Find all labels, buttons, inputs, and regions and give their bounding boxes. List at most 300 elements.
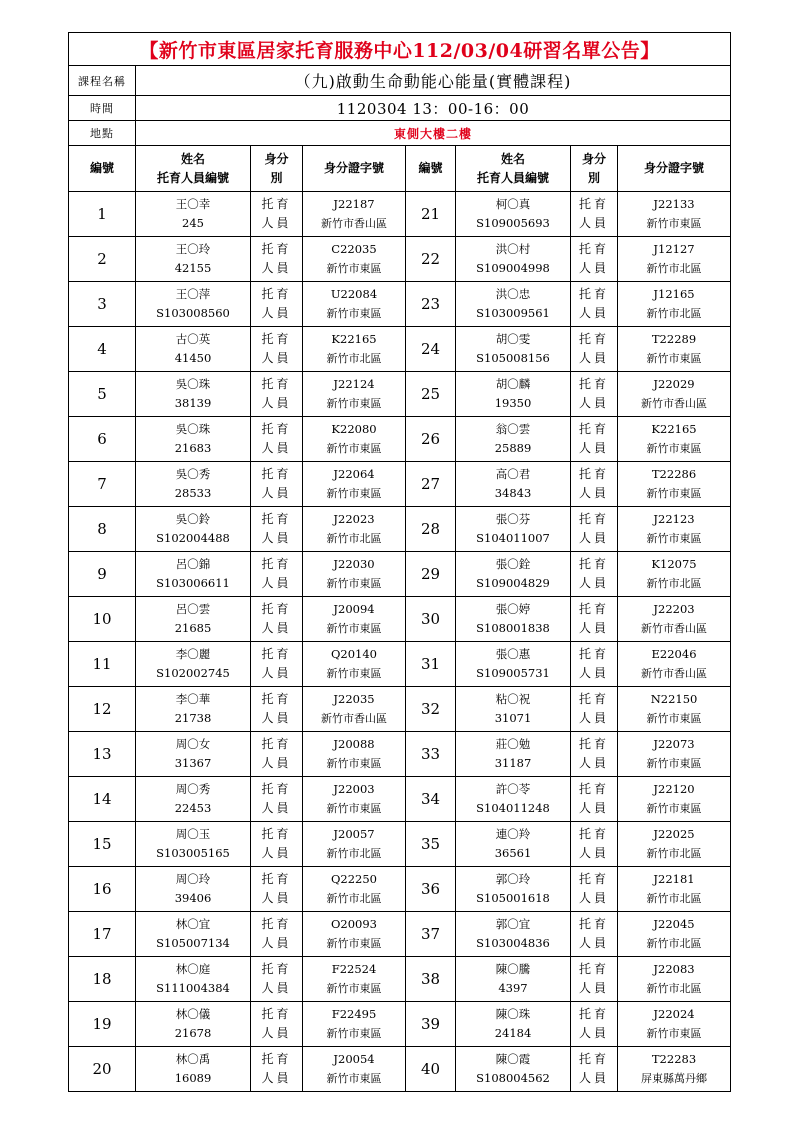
entry-id: J22124 bbox=[333, 377, 375, 391]
entry-id-cell bbox=[303, 462, 406, 507]
entry-name: 胡〇雯 bbox=[495, 332, 531, 346]
entry-number: 31 bbox=[406, 642, 456, 687]
entry-number: 13 bbox=[69, 732, 136, 777]
entry-name: 柯〇真 bbox=[495, 197, 531, 211]
entry-district: 新竹市東區 bbox=[326, 937, 382, 950]
entry-role-cell bbox=[571, 732, 618, 777]
entry-staff-id: S108001838 bbox=[476, 621, 550, 635]
entry-district: 新竹市東區 bbox=[326, 307, 382, 320]
entry-role-cell bbox=[251, 732, 303, 777]
entry-name: 張〇芬 bbox=[495, 512, 531, 526]
entry-staff-id: 22453 bbox=[174, 801, 212, 815]
entry-role-bottom: 人員 bbox=[578, 261, 609, 275]
header-name-top: 姓名 bbox=[180, 151, 205, 166]
entry-role-top: 托育 bbox=[261, 692, 292, 706]
entry-number: 24 bbox=[406, 327, 456, 372]
entry-id: J22181 bbox=[653, 872, 695, 886]
entry-name-cell bbox=[136, 237, 251, 282]
entry-id: J22120 bbox=[653, 782, 695, 796]
entry-id-cell bbox=[618, 372, 731, 417]
entry-staff-id: 16089 bbox=[174, 1071, 212, 1085]
entry-name-cell bbox=[136, 597, 251, 642]
entry-role-top: 托育 bbox=[261, 332, 292, 346]
entry-role-cell bbox=[251, 282, 303, 327]
entry-name-cell bbox=[456, 597, 571, 642]
entry-id: J22083 bbox=[653, 962, 695, 976]
entry-id-cell bbox=[618, 417, 731, 462]
entry-id: J22133 bbox=[653, 197, 695, 211]
entry-district: 新竹市東區 bbox=[646, 532, 702, 545]
table-row bbox=[69, 417, 731, 462]
entry-district: 新竹市東區 bbox=[646, 1027, 702, 1040]
entry-number: 11 bbox=[69, 642, 136, 687]
entry-id-cell bbox=[618, 1002, 731, 1047]
entry-district: 新竹市東區 bbox=[326, 982, 382, 995]
entry-name-cell bbox=[456, 687, 571, 732]
entry-id: O20093 bbox=[330, 917, 377, 931]
entry-role-bottom: 人員 bbox=[261, 711, 292, 725]
entry-role-top: 托育 bbox=[578, 692, 609, 706]
entry-number: 32 bbox=[406, 687, 456, 732]
place-value: 東側大樓二樓 bbox=[136, 121, 731, 146]
entry-name: 連〇羚 bbox=[495, 827, 531, 841]
entry-role-bottom: 人員 bbox=[578, 621, 609, 635]
entry-name-cell bbox=[456, 372, 571, 417]
entry-role-top: 托育 bbox=[578, 377, 609, 391]
entry-role-bottom: 人員 bbox=[578, 756, 609, 770]
entry-id: K22080 bbox=[331, 422, 377, 436]
entry-staff-id: S109004998 bbox=[476, 261, 550, 275]
entry-number: 26 bbox=[406, 417, 456, 462]
header-role-top: 身分 bbox=[264, 151, 289, 166]
entry-name: 王〇幸 bbox=[175, 197, 211, 211]
entry-role-bottom: 人員 bbox=[261, 396, 292, 410]
entry-role-top: 托育 bbox=[578, 602, 609, 616]
entry-name-cell bbox=[136, 1047, 251, 1092]
entry-id-cell bbox=[618, 912, 731, 957]
entry-name: 翁〇雲 bbox=[495, 422, 531, 436]
entry-role-cell bbox=[571, 687, 618, 732]
entry-name-cell bbox=[456, 867, 571, 912]
entry-number: 5 bbox=[69, 372, 136, 417]
entry-name-cell bbox=[136, 777, 251, 822]
entry-district: 新竹市東區 bbox=[326, 802, 382, 815]
entry-number: 12 bbox=[69, 687, 136, 732]
entry-role-bottom: 人員 bbox=[578, 531, 609, 545]
entry-id-cell bbox=[303, 867, 406, 912]
entry-id: J22064 bbox=[333, 467, 375, 481]
entry-district: 新竹市北區 bbox=[646, 982, 702, 995]
entry-id-cell bbox=[303, 1002, 406, 1047]
entry-number: 16 bbox=[69, 867, 136, 912]
entry-name: 林〇庭 bbox=[175, 962, 211, 976]
entry-name: 林〇宜 bbox=[175, 917, 211, 931]
entry-name: 胡〇麟 bbox=[495, 377, 531, 391]
entry-name-cell bbox=[136, 282, 251, 327]
entry-role-bottom: 人員 bbox=[261, 891, 292, 905]
page-title: 【新竹市東區居家托育服務中心112/03/04研習名單公告】 bbox=[69, 33, 731, 66]
entry-id-cell bbox=[303, 642, 406, 687]
entry-name: 吳〇珠 bbox=[175, 422, 211, 436]
entry-role-cell bbox=[251, 417, 303, 462]
entry-district: 新竹市東區 bbox=[326, 622, 382, 635]
entry-staff-id: S104011007 bbox=[476, 531, 550, 545]
entry-role-bottom: 人員 bbox=[261, 1071, 292, 1085]
header-id: 身分證字號 bbox=[303, 146, 406, 192]
entry-role-cell bbox=[251, 957, 303, 1002]
entry-id-cell bbox=[303, 732, 406, 777]
entry-number: 2 bbox=[69, 237, 136, 282]
entry-name-cell bbox=[456, 732, 571, 777]
entry-name-cell bbox=[136, 957, 251, 1002]
entry-id: J22045 bbox=[653, 917, 695, 931]
entry-id-cell bbox=[303, 507, 406, 552]
entry-district: 新竹市東區 bbox=[326, 487, 382, 500]
header-name bbox=[456, 146, 571, 192]
entry-name: 李〇麗 bbox=[175, 647, 211, 661]
entry-district: 新竹市香山區 bbox=[641, 622, 708, 635]
entry-name: 張〇銓 bbox=[495, 557, 531, 571]
entry-name-cell bbox=[456, 237, 571, 282]
entry-name: 吳〇秀 bbox=[175, 467, 211, 481]
entry-district: 新竹市東區 bbox=[646, 352, 702, 365]
table-row bbox=[69, 282, 731, 327]
entry-role-top: 托育 bbox=[578, 422, 609, 436]
entry-role-top: 托育 bbox=[578, 647, 609, 661]
entry-id-cell bbox=[618, 642, 731, 687]
entry-role-cell bbox=[251, 912, 303, 957]
entry-id: J22123 bbox=[653, 512, 695, 526]
entry-name-cell bbox=[136, 462, 251, 507]
entry-role-cell bbox=[251, 1002, 303, 1047]
entry-role-bottom: 人員 bbox=[578, 891, 609, 905]
entry-id-cell bbox=[618, 282, 731, 327]
entry-role-top: 托育 bbox=[261, 242, 292, 256]
entry-role-bottom: 人員 bbox=[578, 351, 609, 365]
entry-number: 1 bbox=[69, 192, 136, 237]
entry-staff-id: S103005165 bbox=[156, 846, 230, 860]
entry-staff-id: 28533 bbox=[174, 486, 212, 500]
entry-id-cell bbox=[303, 192, 406, 237]
entry-role-bottom: 人員 bbox=[261, 576, 292, 590]
entry-id-cell bbox=[618, 597, 731, 642]
entry-name: 周〇玉 bbox=[175, 827, 211, 841]
entry-name-cell bbox=[136, 507, 251, 552]
entry-role-top: 托育 bbox=[261, 872, 292, 886]
entry-id: J22024 bbox=[653, 1007, 695, 1021]
entry-number: 36 bbox=[406, 867, 456, 912]
entry-role-bottom: 人員 bbox=[261, 486, 292, 500]
entry-number: 30 bbox=[406, 597, 456, 642]
entry-id-cell bbox=[618, 867, 731, 912]
entry-name: 吳〇鈴 bbox=[175, 512, 211, 526]
entry-name: 呂〇錦 bbox=[175, 557, 211, 571]
table-row bbox=[69, 462, 731, 507]
entry-id-cell bbox=[618, 732, 731, 777]
entry-role-top: 托育 bbox=[578, 737, 609, 751]
entry-role-cell bbox=[571, 462, 618, 507]
entry-role-top: 托育 bbox=[261, 422, 292, 436]
table-row bbox=[69, 687, 731, 732]
entry-id: T22283 bbox=[651, 1052, 697, 1066]
entry-name-cell bbox=[136, 1002, 251, 1047]
entry-role-bottom: 人員 bbox=[261, 1026, 292, 1040]
entry-id-cell bbox=[618, 552, 731, 597]
entry-name-cell bbox=[136, 417, 251, 462]
entry-number: 20 bbox=[69, 1047, 136, 1092]
entry-role-top: 托育 bbox=[578, 962, 609, 976]
entry-id: Q20140 bbox=[330, 647, 377, 661]
entry-district: 新竹市東區 bbox=[646, 757, 702, 770]
entry-name-cell bbox=[456, 192, 571, 237]
entry-number: 25 bbox=[406, 372, 456, 417]
entry-number: 8 bbox=[69, 507, 136, 552]
entry-role-bottom: 人員 bbox=[261, 216, 292, 230]
entry-role-cell bbox=[251, 462, 303, 507]
entry-number: 4 bbox=[69, 327, 136, 372]
entry-role-top: 托育 bbox=[261, 827, 292, 841]
entry-role-top: 托育 bbox=[578, 1007, 609, 1021]
time-label: 時間 bbox=[69, 96, 136, 121]
entry-staff-id: S103009561 bbox=[476, 306, 550, 320]
entry-district: 新竹市東區 bbox=[326, 1072, 382, 1085]
entry-name: 莊〇勉 bbox=[495, 737, 531, 751]
entry-id-cell bbox=[618, 237, 731, 282]
entry-id-cell bbox=[303, 237, 406, 282]
entry-role-cell bbox=[571, 327, 618, 372]
entry-staff-id: S109005693 bbox=[476, 216, 550, 230]
table-row bbox=[69, 912, 731, 957]
entry-name: 周〇秀 bbox=[175, 782, 211, 796]
entry-number: 29 bbox=[406, 552, 456, 597]
entry-id-cell bbox=[303, 597, 406, 642]
entry-role-top: 托育 bbox=[578, 242, 609, 256]
entry-number: 23 bbox=[406, 282, 456, 327]
entry-role-cell bbox=[571, 282, 618, 327]
entry-id-cell bbox=[303, 552, 406, 597]
entry-role-cell bbox=[251, 327, 303, 372]
entry-name-cell bbox=[456, 1002, 571, 1047]
entry-role-bottom: 人員 bbox=[261, 756, 292, 770]
table-row bbox=[69, 642, 731, 687]
entry-role-bottom: 人員 bbox=[261, 621, 292, 635]
entry-number: 18 bbox=[69, 957, 136, 1002]
entry-district: 新竹市東區 bbox=[646, 487, 702, 500]
entry-number: 19 bbox=[69, 1002, 136, 1047]
entry-id: J20057 bbox=[333, 827, 375, 841]
entry-id: J22035 bbox=[333, 692, 375, 706]
entry-role-bottom: 人員 bbox=[261, 351, 292, 365]
entry-district: 新竹市東區 bbox=[326, 757, 382, 770]
entry-staff-id: S102004488 bbox=[156, 531, 230, 545]
entry-role-bottom: 人員 bbox=[578, 1071, 609, 1085]
entry-number: 9 bbox=[69, 552, 136, 597]
entry-district: 新竹市東區 bbox=[646, 802, 702, 815]
entry-staff-id: S109004829 bbox=[476, 576, 550, 590]
course-label: 課程名稱 bbox=[69, 66, 136, 96]
entry-number: 10 bbox=[69, 597, 136, 642]
entry-role-bottom: 人員 bbox=[261, 531, 292, 545]
entry-role-cell bbox=[251, 552, 303, 597]
entry-district: 新竹市北區 bbox=[646, 577, 702, 590]
entry-name-cell bbox=[136, 642, 251, 687]
entry-id: U22084 bbox=[330, 287, 378, 301]
entry-role-bottom: 人員 bbox=[578, 936, 609, 950]
entry-number: 21 bbox=[406, 192, 456, 237]
entry-staff-id: 21738 bbox=[174, 711, 212, 725]
table-row bbox=[69, 237, 731, 282]
entry-id: J22025 bbox=[653, 827, 695, 841]
entry-id: J22030 bbox=[333, 557, 375, 571]
entry-name-cell bbox=[136, 732, 251, 777]
entry-role-cell bbox=[571, 867, 618, 912]
entry-role-top: 托育 bbox=[261, 782, 292, 796]
entry-district: 新竹市東區 bbox=[646, 712, 702, 725]
table-row bbox=[69, 372, 731, 417]
entry-name-cell bbox=[136, 372, 251, 417]
table-row bbox=[69, 732, 731, 777]
entry-id-cell bbox=[618, 1047, 731, 1092]
entry-number: 17 bbox=[69, 912, 136, 957]
header-id: 身分證字號 bbox=[618, 146, 731, 192]
header-role-bottom: 別 bbox=[270, 170, 283, 185]
table-row bbox=[69, 192, 731, 237]
header-role bbox=[251, 146, 303, 192]
entry-name-cell bbox=[456, 822, 571, 867]
entry-role-top: 托育 bbox=[261, 1007, 292, 1021]
entry-id: J20088 bbox=[333, 737, 375, 751]
entry-role-cell bbox=[571, 642, 618, 687]
entry-role-bottom: 人員 bbox=[261, 936, 292, 950]
table-row bbox=[69, 822, 731, 867]
entry-role-bottom: 人員 bbox=[578, 306, 609, 320]
entry-id: J20094 bbox=[333, 602, 375, 616]
table-row bbox=[69, 867, 731, 912]
table-row bbox=[69, 957, 731, 1002]
course-name: （九)啟動生命動能心能量(實體課程) bbox=[136, 66, 731, 96]
entry-role-bottom: 人員 bbox=[578, 1026, 609, 1040]
entry-role-cell bbox=[251, 777, 303, 822]
entry-id-cell bbox=[303, 372, 406, 417]
entry-role-bottom: 人員 bbox=[261, 666, 292, 680]
entry-staff-id: 41450 bbox=[174, 351, 212, 365]
entry-id-cell bbox=[303, 912, 406, 957]
entry-name: 陳〇霞 bbox=[495, 1052, 531, 1066]
entry-id-cell bbox=[618, 957, 731, 1002]
entry-role-top: 托育 bbox=[261, 962, 292, 976]
entry-id: K22165 bbox=[651, 422, 697, 436]
entry-name: 林〇禹 bbox=[175, 1052, 211, 1066]
entry-staff-id: 24184 bbox=[494, 1026, 532, 1040]
table-row bbox=[69, 777, 731, 822]
entry-number: 3 bbox=[69, 282, 136, 327]
entry-role-top: 托育 bbox=[261, 737, 292, 751]
entry-role-top: 托育 bbox=[578, 872, 609, 886]
entry-id-cell bbox=[618, 462, 731, 507]
entry-district: 新竹市東區 bbox=[326, 1027, 382, 1040]
entry-role-top: 托育 bbox=[261, 512, 292, 526]
entry-number: 34 bbox=[406, 777, 456, 822]
entry-staff-id: 34843 bbox=[494, 486, 532, 500]
entry-id: J22029 bbox=[653, 377, 695, 391]
entry-name: 吳〇珠 bbox=[175, 377, 211, 391]
entry-role-top: 托育 bbox=[578, 917, 609, 931]
entry-district: 新竹市東區 bbox=[326, 397, 382, 410]
entry-name-cell bbox=[136, 687, 251, 732]
entry-id: T22289 bbox=[651, 332, 697, 346]
entry-id: F22495 bbox=[331, 1007, 377, 1021]
roster-table bbox=[68, 32, 731, 1092]
entry-id-cell bbox=[303, 687, 406, 732]
entry-staff-id: 21683 bbox=[174, 441, 212, 455]
entry-role-bottom: 人員 bbox=[578, 711, 609, 725]
entry-role-cell bbox=[571, 237, 618, 282]
entry-id: E22046 bbox=[651, 647, 697, 661]
header-name-bottom: 托育人員編號 bbox=[156, 170, 229, 185]
table-row bbox=[69, 327, 731, 372]
table-row bbox=[69, 597, 731, 642]
entry-name-cell bbox=[456, 912, 571, 957]
entry-number: 33 bbox=[406, 732, 456, 777]
entry-name: 王〇萍 bbox=[175, 287, 211, 301]
entry-role-cell bbox=[251, 507, 303, 552]
entry-id: K12075 bbox=[651, 557, 697, 571]
entry-role-top: 托育 bbox=[261, 467, 292, 481]
entry-district: 新竹市香山區 bbox=[641, 667, 708, 680]
entry-role-bottom: 人員 bbox=[578, 441, 609, 455]
entry-role-bottom: 人員 bbox=[578, 216, 609, 230]
entry-name-cell bbox=[136, 912, 251, 957]
entry-role-cell bbox=[571, 912, 618, 957]
entry-role-cell bbox=[571, 417, 618, 462]
entry-staff-id: S104011248 bbox=[476, 801, 550, 815]
entry-id: J12165 bbox=[653, 287, 695, 301]
entry-name-cell bbox=[456, 282, 571, 327]
entry-name: 周〇玲 bbox=[175, 872, 211, 886]
entry-number: 22 bbox=[406, 237, 456, 282]
header-role-bottom: 別 bbox=[587, 170, 600, 185]
entry-district: 屏東縣萬丹鄉 bbox=[641, 1072, 708, 1085]
entry-district: 新竹市北區 bbox=[326, 847, 382, 860]
entry-id-cell bbox=[303, 957, 406, 1002]
entry-district: 新竹市東區 bbox=[646, 442, 702, 455]
entry-id: J22187 bbox=[333, 197, 375, 211]
entry-name-cell bbox=[456, 642, 571, 687]
entry-district: 新竹市香山區 bbox=[321, 217, 387, 230]
entry-staff-id: 21678 bbox=[174, 1026, 212, 1040]
entry-name: 張〇惠 bbox=[495, 647, 531, 661]
entry-district: 新竹市東區 bbox=[326, 577, 382, 590]
entry-role-top: 托育 bbox=[261, 557, 292, 571]
entry-id-cell bbox=[618, 822, 731, 867]
entry-id-cell bbox=[303, 777, 406, 822]
entry-district: 新竹市北區 bbox=[646, 262, 702, 275]
entry-role-top: 托育 bbox=[578, 197, 609, 211]
entry-role-bottom: 人員 bbox=[261, 981, 292, 995]
entry-number: 37 bbox=[406, 912, 456, 957]
entry-id: J22203 bbox=[653, 602, 695, 616]
entry-role-top: 托育 bbox=[578, 512, 609, 526]
entry-role-bottom: 人員 bbox=[578, 576, 609, 590]
entry-role-bottom: 人員 bbox=[261, 306, 292, 320]
entry-name: 林〇儀 bbox=[175, 1007, 211, 1021]
entry-role-bottom: 人員 bbox=[261, 846, 292, 860]
entry-role-cell bbox=[251, 597, 303, 642]
entry-role-bottom: 人員 bbox=[578, 846, 609, 860]
entry-staff-id: 4397 bbox=[498, 981, 528, 995]
entry-district: 新竹市北區 bbox=[646, 892, 702, 905]
entry-district: 新竹市北區 bbox=[646, 937, 702, 950]
